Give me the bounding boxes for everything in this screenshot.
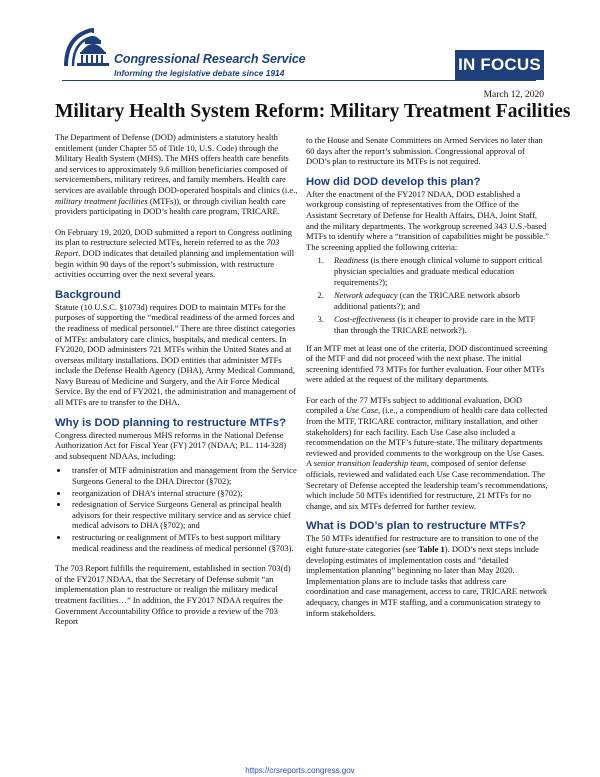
- publication-date: March 12, 2020: [483, 90, 544, 100]
- left-column: [55, 132, 299, 637]
- list-item: • transfer of MTF administration and management from the Service Surgeons General to the DHA Director (§702);: [69, 465, 299, 486]
- plan-paragraph: The 50 MTFs identified for restructure are to transition to one of the eight future-state categories (see Table 1). DOD’s next steps include developing estimates of implementation costs and “detailed implementation planning” beginning no later than May 2020. Implementation plans are to include tasks that address care coordination and case management, access to care, TRICARE network adequacy, changes in MTF staffing, and a communication strategy to inform stakeholders.: [306, 533, 548, 618]
- list-item: 3. Cost-effectiveness (is it cheaper to provide care in the MTF than through the TRICARE network?).: [326, 314, 550, 335]
- reforms-paragraph: Congress directed numerous MHS reforms in the National Defense Authorization Act for Fiscal Year (FY) 2017 (NDAA; P.L. 114-328) and subsequent NDAAs, including:: [55, 429, 287, 461]
- how-heading: How did DOD develop this plan?: [306, 175, 481, 188]
- report-paragraph: On February 19, 2020, DOD submitted a report to Congress outlining its plan to restructure selected MTFs, herein referred to as the 703 Report. DOD indicates that detailed planning and implementation will begin within 90 days of the report’s submission, with restructure activities occurring over the next several years.: [55, 226, 295, 280]
- use-case-paragraph: For each of the 77 MTFs subject to additional evaluation, DOD compiled a Use Case, (i.e., a compendium of health care data collected from the MTF, TRICARE contractor, military installation, and other stakeholders) for each facility. Each Use Case also included a recommendation on the MTF’s future-state. The military departments reviewed and provided comments to the workgroup on the Use Cases. A senior transition leadership team, composed of senior defense officials, reviewed and validated each Use Case recommendation. The Secretary of Defense accepted the leadership team’s recommendations, which include 50 MTFs identified for restructure, 21 MTFs for no change, and six MTFs deferred for further review.: [306, 394, 548, 511]
- list-item: • restructuring or realignment of MTFs to best support military medical readiness and the readiness of medical personnel (§703).: [69, 532, 299, 553]
- table-reference: Table 1: [418, 544, 445, 554]
- org-tagline: Informing the legislative debate since 1914: [114, 68, 285, 78]
- screening-paragraph: If an MTF met at least one of the criteria, DOD discontinued screening of the MTF and did not proceed with the next phase. The initial screening identified 73 MTFs for further evaluation. Four other MTFs were added at the request of the military departments.: [306, 342, 548, 385]
- right-column: [306, 135, 550, 628]
- requirement-paragraph: The 703 Report fulfills the requirement, established in section 703(d) of the FY2017 NDAA, that the Secretary of Defense submit “an implementation plan to restructure or realign the military medical treatment facilities…” In addition, the FY2017 NDAA requires the Government Accountability Office to provide a review of the 703 Report: [55, 563, 291, 627]
- report-term: 703 Report: [55, 237, 280, 258]
- intro-paragraph: The Department of Defense (DOD) administers a statutory health entitlement (under Chapter 55 of Title 10, U.S. Code) through the Military Health System (MHS). The MHS offers health care benefits and services to approximately 9.6 million beneficiaries composed of servicemembers, military retirees, and family members. Health care services are available through DOD-operated hospitals and clinics (i.e., military treatment facilities (MTFs)), or through civilian health care providers participating in DOD’s health care program, TRICARE.: [55, 132, 298, 217]
- background-paragraph: Statute (10 U.S.C. §1073d) requires DOD to maintain MTFs for the purposes of supporting the “medical readiness of the armed forces and the readiness of medical personnel.” There are three distinct categories of MTFs: ambulatory care clinics, hospitals, and medical centers. In FY2020, DOD administers 721 MTFs within the United States and at overseas military installations. DOD entities that administer MTFs include the Defense Health Agency (DHA), Army Medical Command, Navy Bureau of Medicine and Surgery, and the Air Force Medical Service. By the end of FY2021, the administration and management of all MTFs are to transfer to the DHA.: [55, 301, 296, 408]
- list-item: • redesignation of Service Surgeons General as principal health advisors for their respective military service and as service chief medical advisors to DHA (§702); and: [69, 499, 299, 531]
- capitol-dome-logo: [62, 22, 114, 76]
- workgroup-paragraph: After the enactment of the FY2017 NDAA, DOD established a workgroup consisting of representatives from the Office of the Assistant Secretary of Defense for Health Affairs, DHA, Joint Staff, and the military departments. The workgroup screened 343 U.S.-based MTFs to identify where a “transition of capabilities might be possible.” The screening applied the following criteria:: [306, 188, 549, 252]
- background-heading: Background: [55, 288, 121, 301]
- list-item: 1. Readiness (is there enough clinical volume to support critical physician specialties and graduate medical education requirements?);: [326, 255, 550, 287]
- footer-url[interactable]: https://crsreports.congress.gov: [245, 766, 355, 775]
- criteria-list: [306, 255, 550, 335]
- list-item: 2. Network adequacy (can the TRICARE network absorb additional patients?); and: [326, 290, 550, 311]
- in-focus-badge: IN FOCUS: [455, 50, 544, 80]
- list-item: • reorganization of DHA’s internal structure (§702);: [69, 488, 299, 499]
- reforms-list: [55, 465, 299, 553]
- org-name: Congressional Research Service: [114, 52, 306, 66]
- what-heading: What is DOD’s plan to restructure MTFs?: [306, 520, 526, 533]
- mtf-term: military treatment facilities: [55, 195, 148, 206]
- continuation-paragraph: to the House and Senate Committees on Armed Services no later than 60 days after the report’s submission. Congressional approval of DOD’s plan to restructure its MTFs is not required.: [306, 135, 543, 167]
- why-heading: Why is DOD planning to restructure MTFs?: [55, 416, 286, 429]
- header-divider: [62, 80, 536, 81]
- page-title: Military Health System Reform: Military Treatment Facilities: [55, 101, 571, 122]
